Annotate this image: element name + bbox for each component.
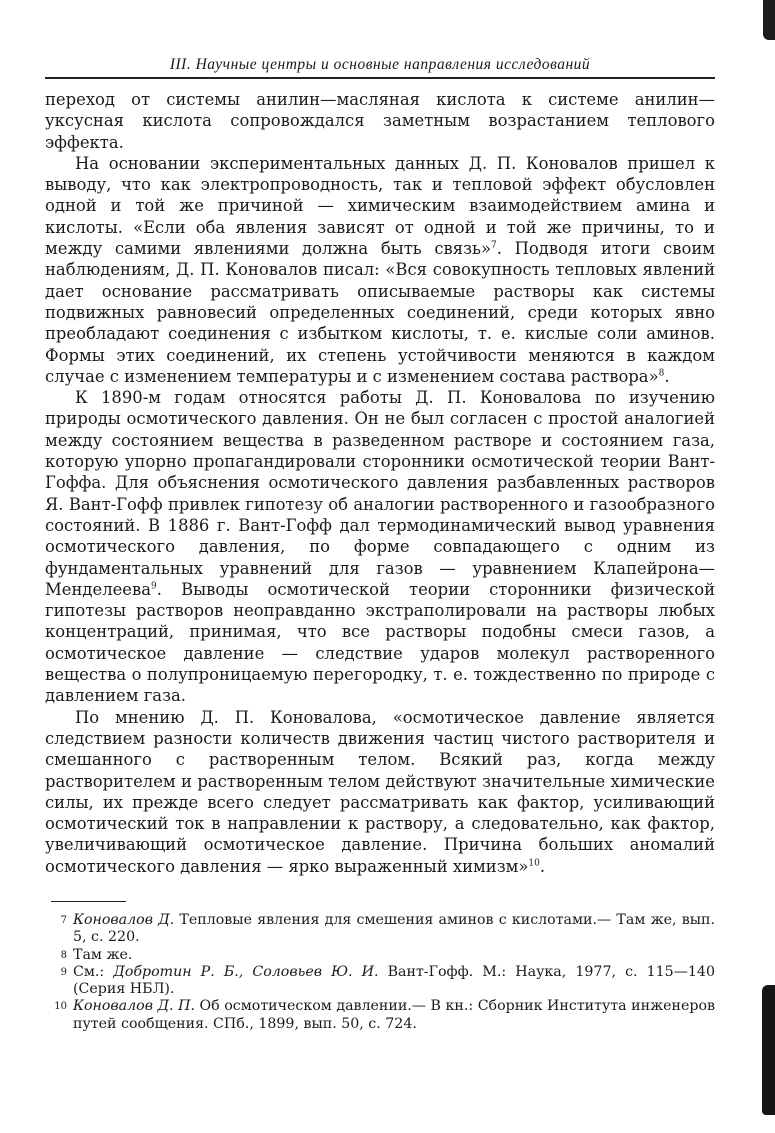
footnote-author: Коновалов Д. — [73, 911, 175, 928]
footnote-8: 8 Там же. — [60, 946, 133, 963]
footnotes — [45, 912, 715, 1033]
footnote-10: 10 Коновалов Д. П. Об осмотическом давлении.— В кн.: Сборник Института инженеров путей сообщения. СПб., 1899, вып. 50, с. 724. — [54, 998, 715, 1032]
paragraph-4: По мнению Д. П. Коновалова, «осмотическое давление является следствием разности количеств движения частиц чистого растворителя и смешанного с растворенным телом. Всякий раз, когда между растворителем и растворенным телом действуют значительные химические силы, их прежде всего следует рассматривать как фактор, усиливающий осмотический ток в направлении к раствору, а следовательно, как фактор, увеличивающий осмотическое давление. Причина больших аномалий осмотического давления — ярко выраженный химизм»$^{10}$. — [45, 707, 715, 876]
paragraph-1: переход от системы анилин—масляная кислота к системе анилин—уксусная кислота сопровождался заметным возрастанием теплового эффекта. — [45, 90, 715, 152]
footnote-7: 7 Коновалов Д. Тепловые явления для смешения аминов с кислотами.— Там же, вып. 5, с. 220. — [60, 911, 715, 946]
footnote-divider — [51, 901, 126, 902]
paragraph-2: На основании экспериментальных данных Д. П. Коновалов пришел к выводу, что как электропроводность, так и тепловой эффект обусловлен одной и той же причиной — химическим взаимодействием амина и кислоты. «Если оба явления зависят от одной и той же причины, то и между самими явлениями должна быть связь»$^7$. Подводя итоги своим наблюдениям, Д. П. Коновалов писал: «Вся совокупность тепловых явлений дает основание рассматривать описываемые растворы как системы подвижных равновесий определенных соединений, среди которых явно преобладают соединения с избытком кислоты, т. е. кислые соли аминов. Формы этих соединений, их степень устойчивости меняются в каждом случае с изменением температуры и с изменением состава раствора»$^8$. — [45, 153, 715, 386]
paragraph-3: К 1890-м годам относятся работы Д. П. Коновалова по изучению природы осмотического давления. Он не был согласен с простой аналогией между состоянием вещества в разведенном растворе и состоянием газа, которую упорно пропагандировали сторонники осмотической теории Вант-Гоффа. Для объяснения осмотического давления разбавленных растворов Я. Вант-Гофф привлек гипотезу об аналогии растворенного и газообразного состояний. В 1886 г. Вант-Гофф дал термодинамический вывод уравнения осмотического давления, по форме совпадающего с одним из фундаментальных уравнений для газов — уравнением Клапейрона—Менделеева$^9$. Выводы осмотической теории сторонники физической гипотезы растворов неоправданно экстраполировали на растворы любых концентраций, принимая, что все растворы подобны смеси газов, а осмотическое давление — следствие ударов молекул растворенного вещества о полупроницаемую перегородку, т. е. тождественно по природе с давлением газа. — [45, 388, 715, 706]
body-text — [45, 89, 715, 877]
footnote-author: Коновалов Д. П. — [73, 998, 195, 1015]
scan-edge-top — [763, 0, 775, 40]
footnote-ref-9[interactable]: 9 — [151, 581, 157, 592]
book-page — [45, 56, 715, 1033]
footnote-ref-8[interactable]: 8 — [658, 368, 665, 379]
footnote-author: Добротин Р. Б., Соловьев Ю. И. — [113, 963, 379, 980]
footnote-ref-7[interactable]: 7 — [491, 240, 497, 251]
footnote-9: 9 См.: Добротин Р. Б., Соловьев Ю. И. Вант-Гофф. М.: Наука, 1977, с. 115—140 (Серия НБЛ). — [60, 963, 715, 998]
scan-edge-bottom — [762, 985, 775, 1115]
footnote-ref-10[interactable]: 10 — [528, 858, 540, 869]
running-header: III. Научные центры и основные направления исследований — [45, 56, 715, 79]
